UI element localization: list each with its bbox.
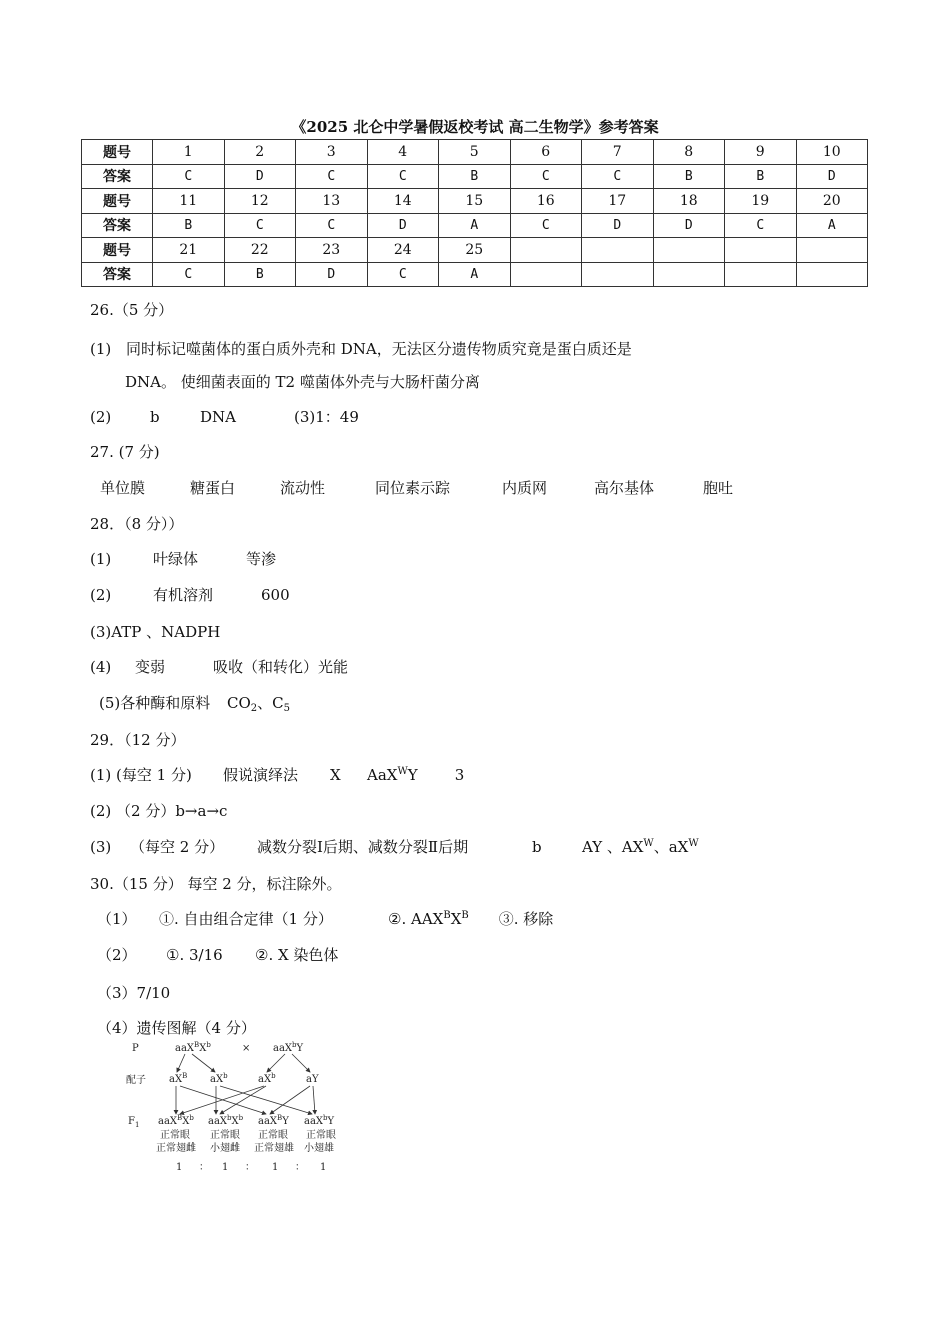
gamete: $aX^b$ (258, 1072, 276, 1085)
answer-cell: C (582, 164, 654, 189)
genetic-diagram (120, 1036, 360, 1176)
q27-item: 单位膜 (100, 479, 146, 497)
answer-cell: C (725, 213, 797, 238)
question-number-cell: 19 (725, 189, 797, 214)
q30-header: 30.（15 分） 每空 2 分，标注除外。 (90, 875, 342, 893)
svg-text:1: 1 (320, 1162, 327, 1173)
answer-cell: A (796, 213, 868, 238)
q28-p1-num: (1) (90, 550, 112, 568)
q28-header: 28．（8 分）） (90, 515, 184, 533)
q30-p1-b: ②. AAX (388, 910, 444, 928)
answer-cell: D (653, 213, 725, 238)
answer-cell: C (367, 262, 439, 287)
q28-p4-num: (4) (90, 658, 112, 676)
answer-cell: C (153, 164, 225, 189)
answer-cell: C (367, 164, 439, 189)
offspring-4 (304, 1114, 336, 1154)
gamete: $aX^B$ (169, 1072, 188, 1085)
q28-p2-b: 600 (261, 586, 290, 604)
q30-p1-b-mid: X (450, 910, 462, 928)
answer-cell: A (439, 213, 511, 238)
q29-p3-a: 减数分裂Ⅰ后期、减数分裂Ⅱ后期 (257, 838, 469, 856)
question-number-cell: 5 (439, 140, 511, 165)
question-number-cell: 10 (796, 140, 868, 165)
diagram-female: $aaX^BX^b$ (175, 1041, 211, 1054)
question-number-cell: 18 (653, 189, 725, 214)
q29-part2: (2) （2 分）b→a→c (90, 802, 228, 820)
q30-part4: （4）遗传图解（4 分） (97, 1019, 256, 1037)
q29-p1-d: 3 (454, 766, 465, 784)
q28-p2-num: (2) (90, 586, 112, 604)
answer-cell: D (367, 213, 439, 238)
q28-part1 (90, 548, 276, 569)
answer-cell: D (296, 262, 368, 287)
diagram-lines (176, 1054, 315, 1114)
question-number-cell: 21 (153, 238, 225, 263)
gamete: aY (306, 1074, 319, 1085)
answer-cell: B (439, 164, 511, 189)
gamete: $aX^b$ (210, 1072, 228, 1085)
q26-p2-a: b (150, 408, 160, 426)
q28-part3: (3)ATP 、NADPH (90, 623, 221, 641)
question-number-cell: 22 (224, 238, 296, 263)
q26-header: 26.（5 分） (90, 301, 174, 319)
q30-p1-c: ③. 移除 (498, 910, 554, 928)
answer-table (81, 139, 868, 287)
diagram-cross: × (242, 1043, 251, 1054)
q26-p1-num: (1) (90, 340, 112, 358)
q30-p1-b-sup1: B (443, 910, 451, 921)
svg-text:正常眼: 正常眼 (306, 1130, 336, 1141)
q28-p1-b: 等渗 (246, 550, 277, 568)
question-number-cell: 6 (510, 140, 582, 165)
q28-p4-b: 吸收（和转化）光能 (213, 658, 349, 676)
question-number-cell (653, 238, 725, 263)
q30-part1 (97, 908, 553, 929)
answer-row (82, 164, 868, 189)
q29-p3-c1: AY 、AX (582, 838, 644, 856)
answer-cell (796, 262, 868, 287)
answer-cell: A (439, 262, 511, 287)
svg-text:1: 1 (222, 1162, 229, 1173)
row-label: 题号 (82, 189, 153, 214)
q30-p1-b-sup2: B (461, 910, 469, 921)
q27-header: 27. (7 分) (90, 443, 160, 461)
question-number-row (82, 140, 868, 165)
page-title: 《2025 北仑中学暑假返校考试 高二生物学》参考答案 (291, 118, 659, 136)
svg-text:正常眼: 正常眼 (160, 1130, 190, 1141)
question-number-cell: 16 (510, 189, 582, 214)
question-number-cell: 23 (296, 238, 368, 263)
q27-item: 流动性 (280, 479, 326, 497)
q29-p3-c-sup1: W (643, 838, 654, 849)
svg-text:正常眼: 正常眼 (258, 1130, 288, 1141)
q30-part3: （3）7/10 (97, 984, 171, 1002)
q30-p1-num: （1） (97, 910, 137, 928)
q29-p3-c-sup2: W (688, 838, 699, 849)
offspring-2 (208, 1114, 244, 1154)
svg-text:小翅雄: 小翅雄 (304, 1143, 334, 1154)
q28-p4-a: 变弱 (135, 658, 166, 676)
row-label: 题号 (82, 140, 153, 165)
answer-cell: D (582, 213, 654, 238)
q29-header: 29．（12 分） (90, 731, 186, 749)
diagram-ratio (176, 1162, 326, 1173)
answer-cell: C (296, 213, 368, 238)
q29-p3-num: (3) (90, 838, 112, 856)
q30-p2-num: （2） (97, 946, 137, 964)
question-number-cell: 2 (224, 140, 296, 165)
svg-text:正常眼: 正常眼 (210, 1130, 240, 1141)
svg-text:1: 1 (176, 1162, 183, 1173)
q29-p1-c-end: Y (407, 766, 418, 784)
q28-p5-sep: 、C (257, 694, 284, 712)
question-number-cell: 8 (653, 140, 725, 165)
q29-p1-a: 假说演绎法 (223, 766, 299, 784)
q30-p1-a: ①. 自由组合定律（1 分） (159, 910, 333, 928)
q26-p2-b: DNA (200, 408, 236, 426)
q29-p1-c: AaX (367, 766, 398, 784)
q29-p3-note: （每空 2 分） (130, 838, 225, 856)
q28-part5 (99, 692, 290, 713)
answer-row (82, 213, 868, 238)
svg-text:aaXbXb: $aaX^bX^b$ (208, 1114, 244, 1127)
question-number-cell (510, 238, 582, 263)
answer-cell: B (153, 213, 225, 238)
q29-p1-b: X (330, 766, 341, 784)
offspring-3 (254, 1114, 294, 1154)
question-number-cell: 1 (153, 140, 225, 165)
answer-cell: B (224, 262, 296, 287)
question-number-cell: 11 (153, 189, 225, 214)
q27-item: 糖蛋白 (190, 479, 236, 497)
question-number-cell: 14 (367, 189, 439, 214)
answer-cell: B (653, 164, 725, 189)
q27-item: 内质网 (502, 479, 548, 497)
q30-p2-a: ①. 3/16 (166, 946, 223, 964)
question-number-cell: 4 (367, 140, 439, 165)
question-number-cell: 12 (224, 189, 296, 214)
answer-cell: B (725, 164, 797, 189)
q28-part2 (90, 584, 290, 605)
diagram-gamete-label: 配子 (126, 1075, 146, 1086)
q29-part3 (90, 836, 699, 857)
diagram-male: aaX$^b$Y (273, 1041, 304, 1054)
question-number-row (82, 189, 868, 214)
question-number-cell (725, 238, 797, 263)
question-number-cell: 20 (796, 189, 868, 214)
answer-cell: C (296, 164, 368, 189)
diagram-p-label: P (132, 1043, 139, 1054)
q28-part4 (90, 656, 348, 677)
q28-p1-a: 叶绿体 (153, 550, 199, 568)
q29-p1-num: (1) (每空 1 分) (90, 766, 192, 784)
answer-cell: C (510, 213, 582, 238)
question-number-cell: 7 (582, 140, 654, 165)
q30-part2 (97, 944, 338, 965)
q28-p5-co2-sub: 2 (250, 703, 258, 714)
answer-cell (582, 262, 654, 287)
answer-cell: C (510, 164, 582, 189)
q29-p3-b: b (532, 838, 542, 856)
row-label: 答案 (82, 262, 153, 287)
answer-cell (653, 262, 725, 287)
q27-item: 同位素示踪 (375, 479, 451, 497)
answer-row (82, 262, 868, 287)
offspring-1 (156, 1114, 196, 1154)
q26-part1-cont: DNA。 使细菌表面的 T2 噬菌体外壳与大肠杆菌分离 (125, 373, 480, 391)
answer-cell: D (224, 164, 296, 189)
question-number-cell (582, 238, 654, 263)
svg-text:aaXBXb: $aaX^BX^b$ (158, 1114, 194, 1127)
question-number-cell: 15 (439, 189, 511, 214)
q28-p5-c5-sub: 5 (283, 703, 291, 714)
svg-text:正常翅雌: 正常翅雌 (156, 1143, 196, 1154)
row-label: 题号 (82, 238, 153, 263)
row-label: 答案 (82, 213, 153, 238)
q26-part1 (90, 338, 632, 359)
q28-p5-co2: CO (227, 694, 251, 712)
question-number-cell: 25 (439, 238, 511, 263)
q27-answers (100, 477, 733, 498)
svg-text:正常翅雄: 正常翅雄 (254, 1143, 294, 1154)
q26-part2 (90, 406, 359, 427)
q26-p1-text: 同时标记噬菌体的蛋白质外壳和 DNA，无法区分遗传物质究竟是蛋白质还是 (126, 340, 632, 358)
svg-text:：: ： (199, 1162, 209, 1173)
q29-p1-c-sup: W (397, 766, 408, 777)
q27-item: 胞吐 (703, 479, 734, 497)
question-number-row (82, 238, 868, 263)
svg-text:1: 1 (272, 1162, 279, 1173)
answer-cell (510, 262, 582, 287)
answer-cell (725, 262, 797, 287)
answer-cell: C (153, 262, 225, 287)
svg-text:aaXBY: aaX$^B$Y (258, 1114, 289, 1127)
row-label: 答案 (82, 164, 153, 189)
q26-p3: (3)1：49 (294, 408, 359, 426)
q30-p2-b: ②. X 染色体 (255, 946, 339, 964)
question-number-cell: 24 (367, 238, 439, 263)
svg-text:：: ： (295, 1162, 305, 1173)
svg-text:aaXbY: aaX$^b$Y (304, 1114, 335, 1127)
svg-text:：: ： (245, 1162, 255, 1173)
svg-text:小翅雌: 小翅雌 (210, 1143, 240, 1154)
diagram-f1-label: $F_1$ (128, 1116, 140, 1129)
question-number-cell: 17 (582, 189, 654, 214)
question-number-cell: 9 (725, 140, 797, 165)
question-number-cell: 13 (296, 189, 368, 214)
q29-p3-c2: 、aX (653, 838, 689, 856)
answer-cell: C (224, 213, 296, 238)
q28-p2-a: 有机溶剂 (153, 586, 214, 604)
q29-part1 (90, 764, 464, 785)
q28-p5-a: (5)各种酶和原料 (99, 694, 211, 712)
q26-p2-num: (2) (90, 408, 112, 426)
question-number-cell: 3 (296, 140, 368, 165)
q27-item: 高尔基体 (594, 479, 655, 497)
answer-cell: D (796, 164, 868, 189)
question-number-cell (796, 238, 868, 263)
